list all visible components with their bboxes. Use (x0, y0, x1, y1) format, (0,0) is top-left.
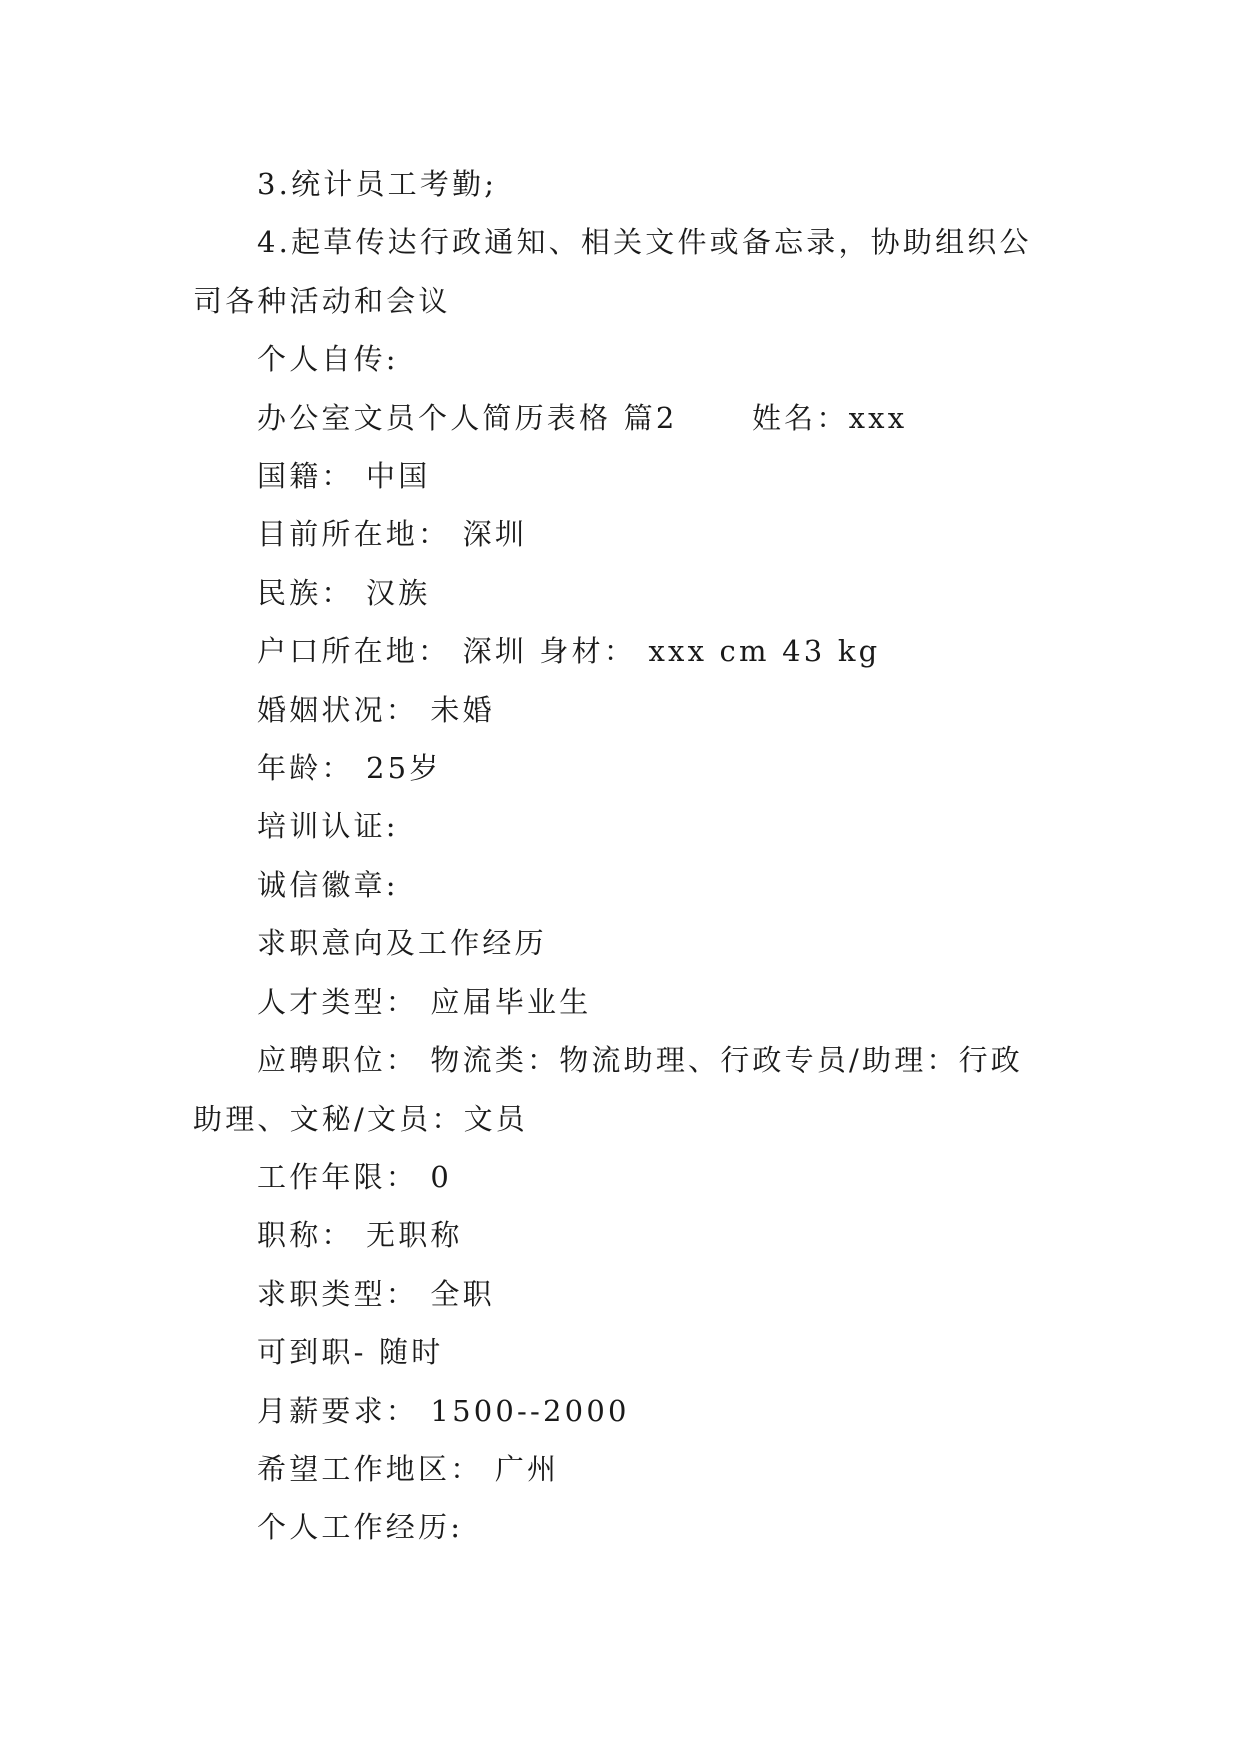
field-desired-location: 希望工作地区： 广州 (257, 1451, 560, 1486)
field-years-of-work: 工作年限： 0 (257, 1159, 453, 1194)
section-heading: 个人自传: (257, 342, 399, 377)
section-heading: 求职意向及工作经历 (257, 926, 547, 961)
field-talent-type: 人才类型： 应届毕业生 (257, 984, 592, 1019)
paragraph: 4.起草传达行政通知、相关文件或备忘录，协助组织公司各种活动和会议 (193, 225, 1032, 318)
field-job-type: 求职类型： 全职 (257, 1276, 495, 1311)
field-title: 职称： 无职称 (257, 1218, 463, 1253)
paragraph: 办公室文员个人简历表格 篇2 姓名：xxx (257, 400, 908, 435)
document-body (193, 155, 1053, 1557)
paragraph: 3.统计员工考勤; (257, 167, 498, 201)
field-nationality: 国籍： 中国 (257, 459, 431, 494)
field-integrity-badge: 诚信徽章: (257, 867, 399, 902)
field-applied-position: 应聘职位： 物流类：物流助理、行政专员/助理：行政助理、文秘/文员：文员 (193, 1043, 1023, 1136)
field-current-location: 目前所在地： 深圳 (257, 517, 528, 552)
field-salary-requirement: 月薪要求： 1500--2000 (257, 1393, 630, 1428)
field-training-certification: 培训认证: (257, 809, 399, 844)
field-household-registration: 户口所在地： 深圳 身材： xxx cm 43 kg (257, 634, 881, 669)
field-availability: 可到职- 随时 (257, 1335, 444, 1370)
field-age: 年龄： 25岁 (257, 751, 442, 786)
section-heading: 个人工作经历: (257, 1510, 464, 1545)
field-ethnicity: 民族： 汉族 (257, 575, 431, 610)
field-marital-status: 婚姻状况： 未婚 (257, 692, 495, 727)
